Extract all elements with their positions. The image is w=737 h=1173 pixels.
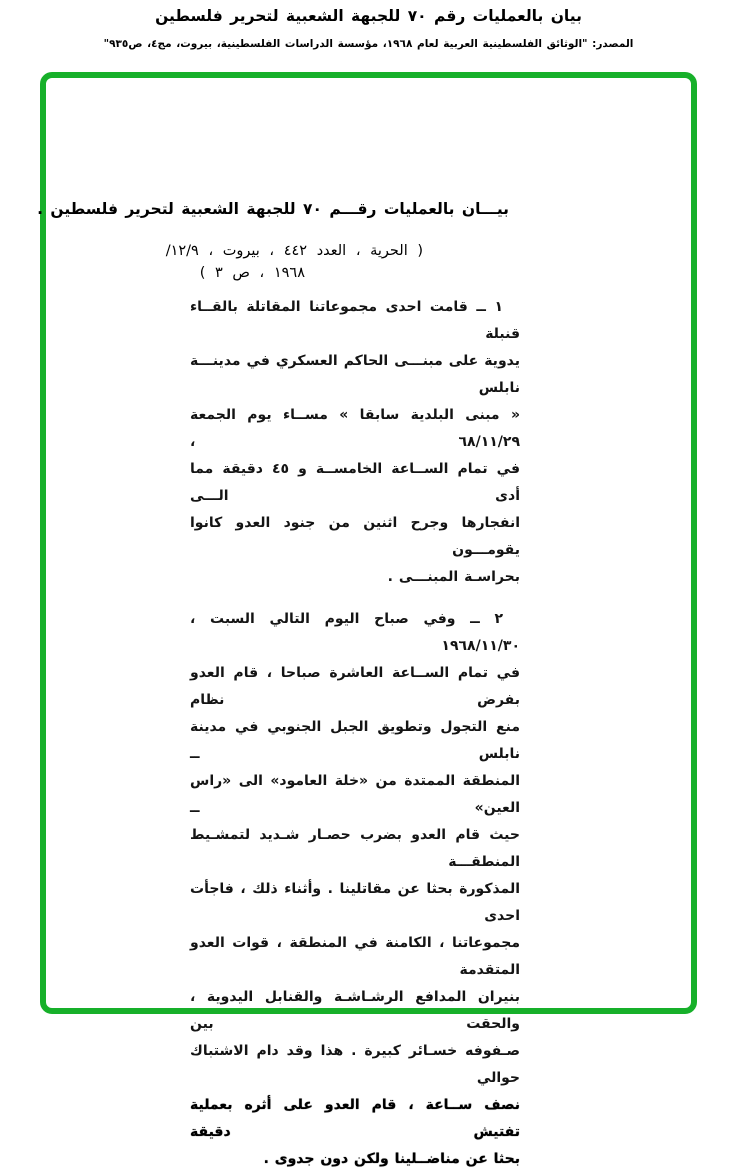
text-line: حيث قام العدو بضرب حصـار شـديد لتمشـيط المنطقـــة	[190, 827, 520, 870]
text-line: في تمام الســاعة العاشرة صباحا ، قام العدو بفرض نظام	[190, 665, 520, 708]
text-line: بنيران المدافع الرشـاشـة والقنابل اليدوية ، والحقت بين	[190, 989, 520, 1032]
text-line: يدوية على مبنـــى الحاكم العسكري في مدينـــة نابلس	[190, 353, 520, 396]
text-line: في تمام الســاعة الخامســة و ٤٥ دقيقة مما أدى الـــى	[190, 461, 520, 504]
paragraph-2	[190, 606, 520, 1173]
text-line: ١ ــ قامت احدى مجموعاتنا المقاتلة بالقــاء قنبلة	[190, 299, 520, 342]
text-line: انفجارها وجرح اثنين من جنود العدو كانوا يقومـــون	[190, 515, 520, 558]
text-line: « مبنى البلدية سابقا » مســاء يوم الجمعة ٦٨/١١/٢٩ ،	[190, 407, 520, 450]
text-line: ٢ ــ وفي صباح اليوم التالي السبت ، ١٩٦٨/١١/٣٠	[190, 611, 520, 654]
document-frame	[37, 72, 697, 1167]
citation-line: ( الحرية ، العدد ٤٤٢ ، بيروت ، ١٢/٩/	[165, 243, 423, 259]
text-line: المذكورة بحثا عن مقاتلينا . وأثناء ذلك ، فاجأت احدى	[190, 881, 520, 924]
journal-citation	[78, 240, 423, 284]
text-line: مجموعاتنا ، الكامنة في المنطقة ، قوات العدو المتقدمة	[190, 935, 520, 978]
paragraph-1	[190, 294, 520, 591]
text-line: نصف ســاعة ، قام العدو على أثره بعملية تفتيش دقيقة	[190, 1097, 520, 1140]
source-citation: المصدر: "الوثائق الفلسطينية العربية لعام ١٩٦٨، مؤسسة الدراسات الفلسطينية، بيروت، مج٤، ص٩٣٥"	[103, 38, 634, 50]
text-line: بحراسـة المبنـــى .	[387, 569, 520, 585]
text-line: بحثا عن مناضــلينا ولكن دون جدوى .	[263, 1151, 520, 1167]
citation-line: ١٩٦٨ ، ص ٣ )	[199, 265, 305, 281]
document-body	[190, 294, 520, 1173]
text-line: المنطقة الممتدة من «خلة العامود» الى «راس العين» ــ	[190, 773, 520, 816]
text-line: منع التجول وتطويق الجبل الجنوبي في مدينة نابلس ــ	[190, 719, 520, 762]
text-line: صـفوفه خسـائر كبيرة . هذا وقد دام الاشتباك حوالي	[190, 1043, 520, 1086]
document-title: بيـــان بالعمليات رقـــم ٧٠ للجبهة الشعبية لتحرير فلسطين .	[37, 200, 509, 218]
page-title: بيان بالعمليات رقم ٧٠ للجبهة الشعبية لتحرير فلسطين	[155, 7, 582, 25]
